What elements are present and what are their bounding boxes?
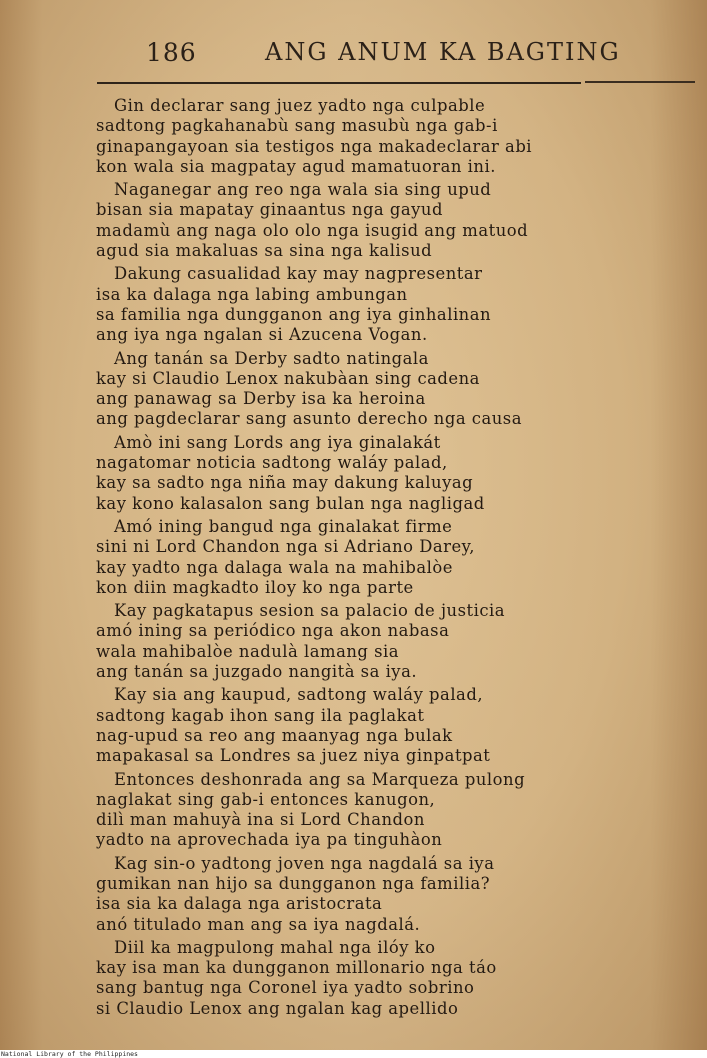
poem-body xyxy=(96,96,606,1022)
verse-line: kay isa man ka dungganon millonario nga táo xyxy=(96,958,497,978)
stanza xyxy=(96,433,606,514)
verse-line: sini ni Lord Chandon nga si Adriano Darey, xyxy=(96,537,475,557)
running-title: ANG ANUM KA BAGTING xyxy=(265,38,621,66)
verse-line: kay si Claudio Lenox nakubàan sing cadena xyxy=(96,368,480,388)
verse-line: sang bantug nga Coronel iya yadto sobrino xyxy=(96,978,475,998)
stanza xyxy=(96,517,606,598)
verse-line: amó ining sa periódico nga akon nabasa xyxy=(96,621,450,641)
verse-line: yadto na aprovechada iya pa tinguhàon xyxy=(96,830,443,850)
verse-line: wala mahibalòe nadulà lamang sia xyxy=(96,641,400,661)
stanza xyxy=(96,770,606,851)
verse-line: mapakasal sa Londres sa juez niya ginpatpat xyxy=(96,746,491,766)
stanza xyxy=(96,180,606,261)
verse-line: Entonces deshonrada ang sa Marqueza pulong xyxy=(114,769,526,789)
verse-line: gumikan nan hijo sa dungganon nga familia? xyxy=(96,873,490,893)
verse-line: Kag sin-o yadtong joven nga nagdalá sa iya xyxy=(114,853,495,873)
verse-line: Amó ining bangud nga ginalakat firme xyxy=(114,516,453,536)
verse-line: Kay sia ang kaupud, sadtong waláy palad, xyxy=(114,685,484,705)
stanza xyxy=(96,685,606,766)
verse-line: ang iya nga ngalan si Azucena Vogan. xyxy=(96,325,428,345)
verse-line: sadtong pagkahanabù sang masubù nga gab-i xyxy=(96,116,498,136)
stanza xyxy=(96,349,606,430)
verse-line: Dakung casualidad kay may nagpresentar xyxy=(114,264,483,284)
verse-line: kon diin magkadto iloy ko nga parte xyxy=(96,577,414,597)
verse-line: agud sia makaluas sa sina nga kalisud xyxy=(96,241,433,261)
verse-line: ang panawag sa Derby isa ka heroina xyxy=(96,389,426,409)
verse-line: kay sa sadto nga niña may dakung kaluyag xyxy=(96,473,474,493)
verse-line: nagatomar noticia sadtong waláy palad, xyxy=(96,453,448,473)
verse-line: Kay pagkatapus sesion sa palacio de justicia xyxy=(114,601,506,621)
verse-line: bisan sia mapatay ginaantus nga gayud xyxy=(96,200,443,220)
stanza xyxy=(96,854,606,935)
verse-line: isa sia ka dalaga nga aristocrata xyxy=(96,894,383,914)
verse-line: naglakat sing gab-i entonces kanugon, xyxy=(96,789,436,809)
header-rule-extension xyxy=(585,81,695,83)
verse-line: ang pagdeclarar sang asunto derecho nga causa xyxy=(96,409,522,429)
verse-line: sa familia nga dungganon ang iya ginhalinan xyxy=(96,304,492,324)
stanza xyxy=(96,938,606,1019)
verse-line: ang tanán sa juzgado nangità sa iya. xyxy=(96,662,418,682)
verse-line: isa ka dalaga nga labing ambungan xyxy=(96,284,408,304)
verse-line: nag-upud sa reo ang maanyag nga bulak xyxy=(96,725,453,745)
verse-line: sadtong kagab ihon sang ila paglakat xyxy=(96,705,425,725)
verse-line: Amò ini sang Lords ang iya ginalakát xyxy=(114,432,441,452)
footer-credit: National Library of the Philippines xyxy=(0,1050,707,1058)
verse-line: Naganegar ang reo nga wala sia sing upud xyxy=(114,180,492,200)
verse-line: ginapangayoan sia testigos nga makadeclarar abi xyxy=(96,136,533,156)
page-number: 186 xyxy=(146,38,197,67)
verse-line: dilì man mahuyà ina si Lord Chandon xyxy=(96,810,425,830)
stanza xyxy=(96,96,606,177)
page-header xyxy=(0,38,707,72)
verse-line: kon wala sia magpatay agud mamatuoran ini. xyxy=(96,156,496,176)
verse-line: anó titulado man ang sa iya nagdalá. xyxy=(96,914,421,934)
verse-line: Diil ka magpulong mahal nga ilóy ko xyxy=(114,937,436,957)
header-rule xyxy=(97,82,581,84)
verse-line: madamù ang naga olo olo nga isugid ang matuod xyxy=(96,220,529,240)
verse-line: kay yadto nga dalaga wala na mahibalòe xyxy=(96,557,453,577)
verse-line: Gin declarar sang juez yadto nga culpable xyxy=(114,96,486,115)
verse-line: si Claudio Lenox ang ngalan kag apellido xyxy=(96,998,459,1018)
verse-line: Ang tanán sa Derby sadto natingala xyxy=(114,348,429,368)
stanza xyxy=(96,601,606,682)
verse-line: kay kono kalasalon sang bulan nga nagligad xyxy=(96,493,485,513)
stanza xyxy=(96,264,606,345)
